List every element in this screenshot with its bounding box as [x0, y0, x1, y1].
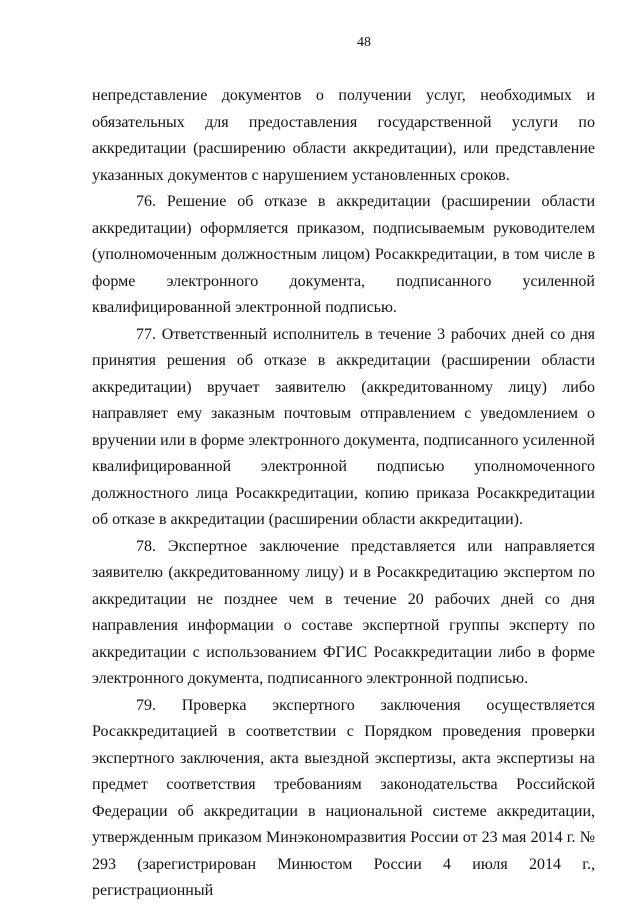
paragraph-76: 76. Решение об отказе в аккредитации (расширении области аккредитации) оформляется приказом, подписываемым руководителем (уполномоченным должностным лицом) Росаккредитации, в том числе в форме электронного документа, подписанного усиленной квалифицированной электронной подписью. — [92, 193, 595, 316]
paragraph-79: 79. Проверка экспертного заключения осуществляется Росаккредитацией в соответствии с Порядком проведения проверки экспертного заключения, акта выездной экспертизы, акта экспертизы на предмет соответствия требованиям законодательства Российской Федерации об аккредитации в национальной системе аккредитации, утвержденным приказом Минэкономразвития России от 23 мая 2014 г. № 293 (зарегистрирован Минюстом России 4 июля 2014 г., регистрационный — [92, 696, 595, 899]
paragraph-continued: непредставление документов о получении услуг, необходимых и обязательных для предоставления государственной услуги по аккредитации (расширению области аккредитации), или представление указанных документов с нарушением установленных сроков. — [92, 87, 595, 184]
paragraph-77: 77. Ответственный исполнитель в течение 3 рабочих дней со дня принятия решения об отказе в аккредитации (расширении области аккредитации) вручает заявителю (аккредитованному лицу) либо направляет ему заказным почтовым отправлением с уведомлением о вручении или в форме электронного документа, подписанного усиленной квалифицированной электронной подписью уполномоченного должностного лица Росаккредитации, копию приказа Росаккредитации об отказе в аккредитации (расширении области аккредитации). — [92, 325, 595, 528]
document-body — [92, 83, 595, 905]
page-number: 48 — [357, 35, 371, 50]
paragraph-78: 78. Экспертное заключение представляется или направляется заявителю (аккредитованному лицу) и в Росаккредитацию экспертом по аккредитации не позднее чем в течение 20 рабочих дней со дня направления информации о составе экспертной группы эксперту по аккредитации с использованием ФГИС Росаккредитации либо в форме электронного документа, подписанного электронной подписью. — [92, 537, 595, 687]
